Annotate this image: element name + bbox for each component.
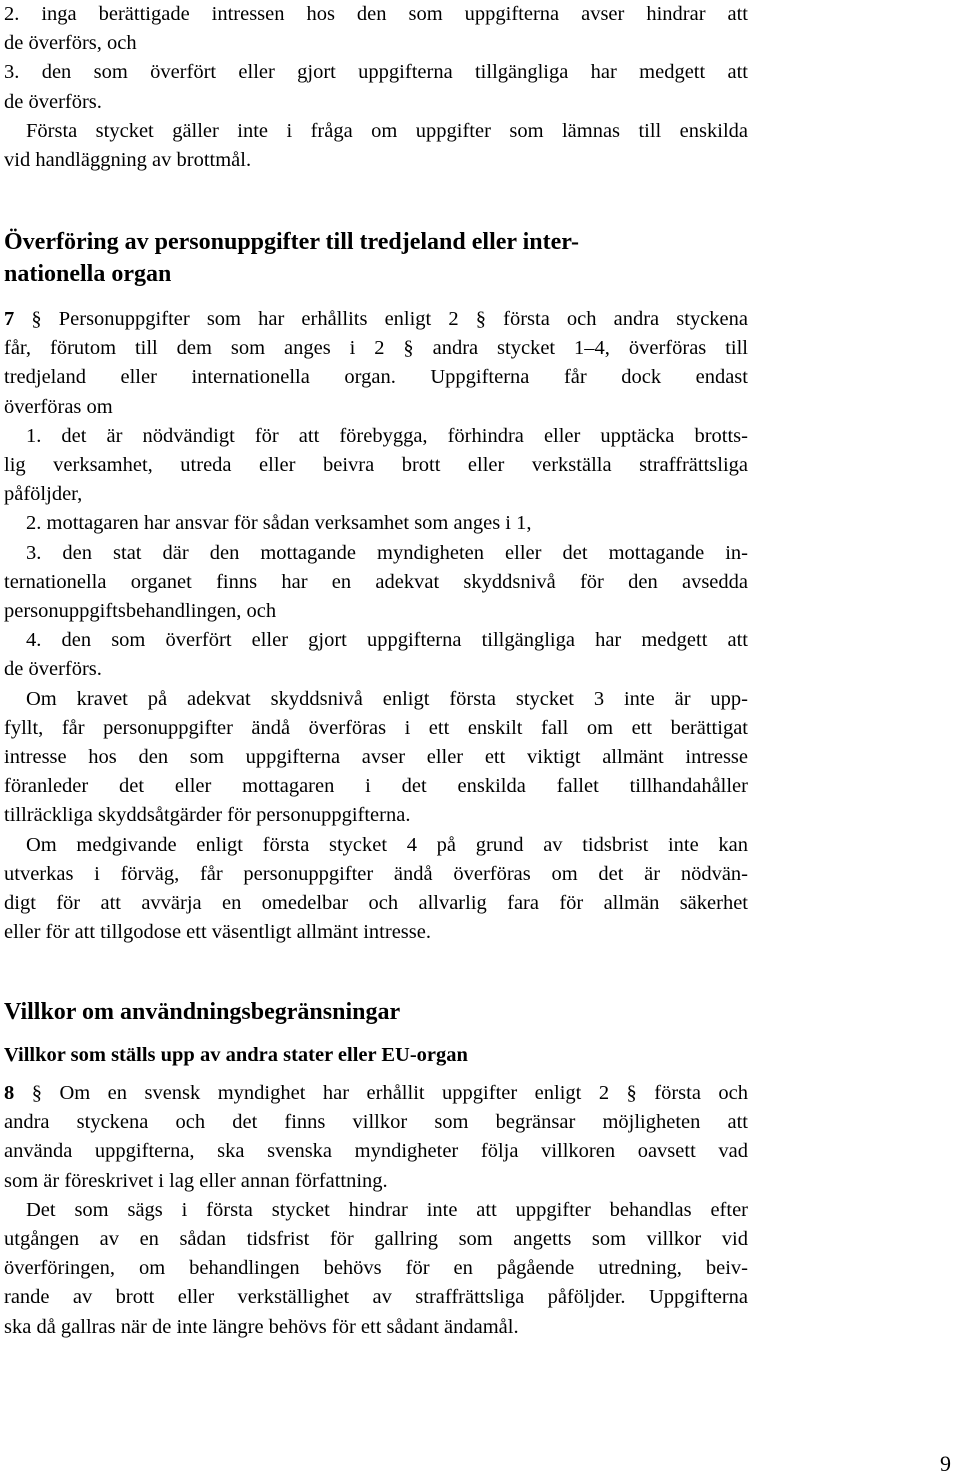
text-line: eller för att tillgodose ett väsentligt allmänt intresse.	[4, 921, 431, 944]
text-line: Om kravet på adekvat skyddsnivå enligt första stycket 3 inte är upp-	[26, 687, 748, 710]
text-line: föranleder det eller mottagaren i det enskilda fallet tillhandahåller	[4, 775, 748, 798]
subheading: Villkor som ställs upp av andra stater eller EU-organ	[4, 1044, 468, 1066]
section-number: 8	[4, 1082, 15, 1104]
section-8-first-line	[4, 1079, 748, 1108]
text-line: ternationella organet finns har en adekvat skyddsnivå för den avsedda	[4, 570, 748, 593]
section-sign-icon: §	[31, 1082, 42, 1104]
section-8-first-text: Om en svensk myndighet har erhållit uppgifter enligt 2 § första och	[59, 1082, 748, 1104]
text-line: ska då gallras när de inte längre behövs för ett sådant ändamål.	[4, 1315, 519, 1338]
text-line: de överförs, och	[4, 32, 137, 55]
text-line: Det som sägs i första stycket hindrar inte att uppgifter behandlas efter	[26, 1198, 748, 1221]
text-line: överföras om	[4, 395, 113, 418]
heading-line: Villkor om användningsbegränsningar	[4, 999, 401, 1025]
text-line: 3. den som överfört eller gjort uppgifterna tillgängliga har medgett att	[4, 61, 748, 84]
text-line: personuppgiftsbehandlingen, och	[4, 600, 277, 623]
section-heading-restrictions	[4, 996, 748, 1028]
list-item: 2. mottagaren har ansvar för sådan verksamhet som anges i 1,	[26, 512, 532, 535]
text-line: rande av brott eller verkställighet av straffrättsliga påföljder. Uppgifterna	[4, 1286, 748, 1309]
text-line: utgången av en sådan tidsfrist för gallring som angetts som villkor vid	[4, 1228, 748, 1251]
section-7-first-line	[4, 305, 748, 334]
text-line: lig verksamhet, utreda eller beivra brott eller verkställa straffrättsliga	[4, 454, 748, 477]
section-heading-transfer	[4, 226, 748, 290]
heading-line: Överföring av personuppgifter till tredjeland eller inter-	[4, 229, 580, 255]
top-list-block	[4, 0, 748, 175]
text-line: 2. inga berättigade intressen hos den som uppgifterna avser hindrar att	[4, 3, 748, 25]
text-line: får, förutom till dem som anges i 2 § andra stycket 1–4, överföras till	[4, 337, 748, 360]
text-line: överföringen, om behandlingen behövs för en pågående utredning, beiv-	[4, 1257, 748, 1280]
text-line: Om medgivande enligt första stycket 4 på grund av tidsbrist inte kan	[26, 833, 748, 856]
section-8	[4, 1079, 748, 1342]
text-line: intresse hos den som uppgifterna avser eller ett viktigt allmänt intresse	[4, 746, 748, 769]
section-sign-icon: §	[31, 308, 42, 330]
text-line: Första stycket gäller inte i fråga om uppgifter som lämnas till enskilda	[26, 119, 748, 142]
list-item: 4. den som överfört eller gjort uppgifterna tillgängliga har medgett att	[26, 629, 748, 652]
text-line: tillräckliga skyddsåtgärder för personuppgifterna.	[4, 804, 411, 827]
text-line: de överförs.	[4, 90, 102, 113]
text-line: andra styckena och det finns villkor som begränsar möjligheten att	[4, 1111, 748, 1134]
text-line: digt för att avvärja en omedelbar och allvarlig fara för allmän säkerhet	[4, 892, 748, 915]
text-line: tredjeland eller internationella organ. Uppgifterna får dock endast	[4, 366, 748, 389]
text-line: vid handläggning av brottmål.	[4, 149, 252, 172]
subheading-block	[4, 1041, 748, 1070]
text-line: de överförs.	[4, 658, 102, 681]
text-line: fyllt, får personuppgifter ändå överföras i ett enskilt fall om ett berättigat	[4, 716, 748, 739]
section-7	[4, 305, 748, 947]
text-line: utverkas i förväg, får personuppgifter ändå överföras om det är nödvän-	[4, 862, 748, 885]
text-line: som är föreskrivet i lag eller annan författning.	[4, 1169, 388, 1192]
list-item: 3. den stat där den mottagande myndigheten eller det mottagande in-	[26, 541, 748, 564]
section-7-first-text: Personuppgifter som har erhållits enligt 2 § första och andra styckena	[58, 308, 748, 330]
list-item: 1. det är nödvändigt för att förebygga, förhindra eller upptäcka brotts-	[26, 424, 748, 447]
section-number: 7	[4, 308, 15, 330]
page-number: 9	[940, 1451, 951, 1476]
text-line: påföljder,	[4, 483, 83, 506]
heading-line: nationella organ	[4, 261, 172, 287]
text-line: använda uppgifterna, ska svenska myndigheter följa villkoren oavsett vad	[4, 1140, 748, 1163]
